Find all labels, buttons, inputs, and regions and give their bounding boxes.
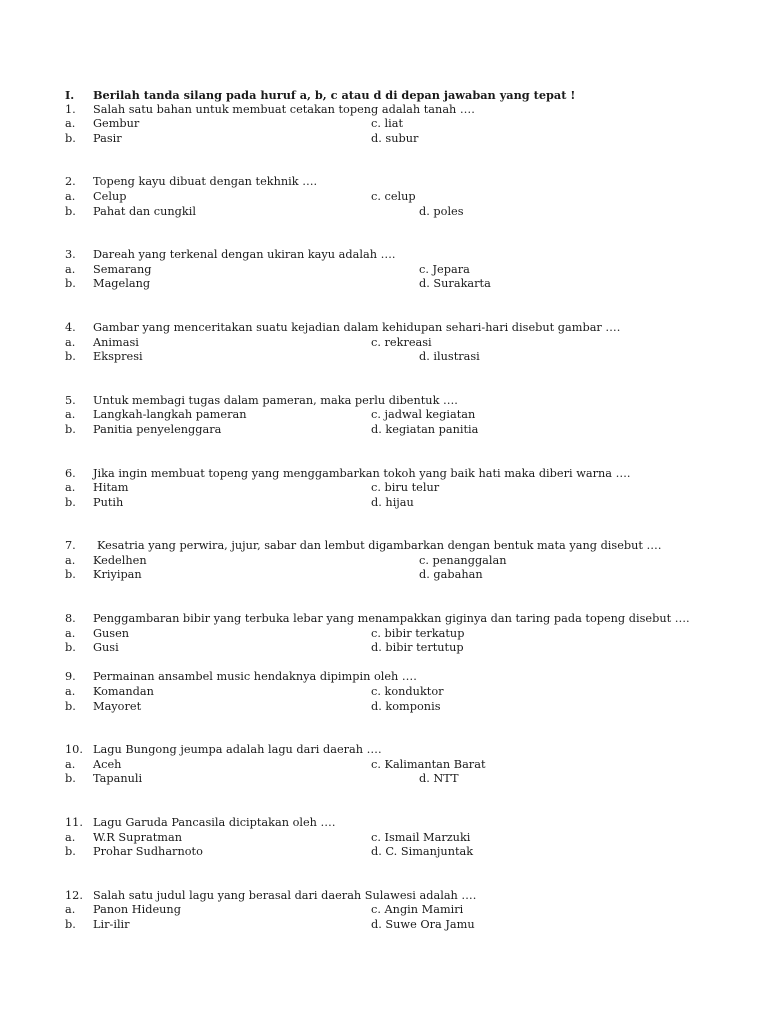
question-number: 11. — [65, 816, 83, 829]
option-label-b[interactable]: b. — [65, 917, 76, 931]
option-b[interactable]: Kriyipan — [93, 568, 142, 582]
question-text: Salah satu judul lagu yang berasal dari daerah Sulawesi adalah …. — [93, 888, 477, 902]
question-line — [0, 467, 768, 482]
question-text: Dareah yang terkenal dengan ukiran kayu adalah …. — [93, 248, 396, 262]
question-number: 6. — [65, 466, 76, 480]
question-text: Jika ingin membuat topeng yang menggambarkan tokoh yang baik hati maka diberi warna …. — [93, 466, 631, 480]
option-label-b[interactable]: b. — [65, 350, 76, 364]
option-row-a — [0, 263, 768, 278]
option-b[interactable]: Lir-ilir — [93, 917, 130, 931]
question-text: Permainan ansambel music hendaknya dipimpin oleh …. — [93, 670, 417, 684]
option-row-b — [0, 277, 768, 292]
option-a[interactable]: Semarang — [93, 262, 152, 276]
option-c[interactable]: c. biru telur — [371, 481, 440, 495]
question-number: 1. — [65, 102, 76, 116]
spacer — [0, 860, 768, 889]
option-label-a[interactable]: a. — [65, 830, 76, 844]
question-block — [0, 670, 768, 743]
question-text: Lagu Garuda Pancasila diciptakan oleh …. — [93, 816, 336, 829]
option-c[interactable]: c. penanggalan — [419, 553, 507, 567]
question-line — [0, 816, 768, 831]
question-number: 8. — [65, 612, 76, 626]
option-d[interactable]: d. ilustrasi — [419, 350, 480, 364]
question-block — [0, 467, 768, 540]
question-number: 4. — [65, 320, 76, 334]
option-label-a[interactable]: a. — [65, 553, 76, 567]
spacer — [0, 714, 768, 743]
spacer — [0, 219, 768, 248]
question-number: 9. — [65, 670, 76, 684]
option-d[interactable]: d. kegiatan panitia — [371, 422, 479, 436]
spacer — [0, 656, 768, 671]
option-b[interactable]: Mayoret — [93, 699, 142, 713]
spacer — [0, 146, 768, 175]
question-number: 3. — [65, 248, 76, 262]
option-label-b[interactable]: b. — [65, 131, 76, 145]
spacer — [0, 787, 768, 816]
option-label-b[interactable]: b. — [65, 641, 76, 655]
question-block — [0, 394, 768, 467]
option-label-a[interactable]: a. — [65, 335, 76, 349]
option-b[interactable]: Pasir — [93, 131, 122, 145]
option-label-b[interactable]: b. — [65, 277, 76, 291]
question-block — [0, 175, 768, 248]
question-text: Lagu Bungong jeumpa adalah lagu dari daerah …. — [93, 743, 382, 757]
option-row-b — [0, 641, 768, 656]
option-b[interactable]: Prohar Sudharnoto — [93, 845, 203, 859]
option-a[interactable]: Celup — [93, 189, 127, 203]
option-a[interactable]: Kedelhen — [93, 553, 147, 567]
question-number: 7. — [65, 539, 76, 553]
question-block — [0, 321, 768, 394]
option-row-b — [0, 700, 768, 715]
spacer — [0, 583, 768, 612]
option-label-a[interactable]: a. — [65, 626, 76, 640]
question-line — [0, 612, 768, 627]
option-label-b[interactable]: b. — [65, 204, 76, 218]
option-d[interactable]: d. NTT — [419, 772, 459, 786]
option-row-a — [0, 758, 768, 773]
option-row-a — [0, 554, 768, 569]
option-b[interactable]: Tapanuli — [93, 772, 143, 786]
option-row-a — [0, 190, 768, 205]
question-text: Kesatria yang perwira, jujur, sabar dan lembut digambarkan dengan bentuk mata yang disebut …. — [97, 539, 662, 553]
option-c[interactable]: c. konduktor — [371, 685, 444, 699]
section-numeral: I. — [65, 88, 75, 102]
option-row-a — [0, 481, 768, 496]
option-b[interactable]: Magelang — [93, 277, 151, 291]
question-text: Salah satu bahan untuk membuat cetakan topeng adalah tanah …. — [93, 102, 475, 116]
question-number: 10. — [65, 743, 83, 757]
question-line — [0, 743, 768, 758]
option-d[interactable]: d. Suwe Ora Jamu — [371, 917, 475, 931]
option-label-b[interactable]: b. — [65, 772, 76, 786]
spacer — [0, 292, 768, 321]
question-line — [0, 394, 768, 409]
question-block — [0, 539, 768, 612]
option-label-a[interactable]: a. — [65, 117, 76, 131]
option-label-a[interactable]: a. — [65, 903, 76, 917]
option-label-b[interactable]: b. — [65, 568, 76, 582]
option-row-b — [0, 772, 768, 787]
option-a[interactable]: Panon Hideung — [93, 903, 181, 917]
question-line — [0, 321, 768, 336]
question-text: Untuk membagi tugas dalam pameran, maka perlu dibentuk …. — [93, 393, 458, 407]
option-a[interactable]: Hitam — [93, 481, 129, 495]
question-line — [0, 539, 768, 554]
question-number: 5. — [65, 393, 76, 407]
option-a[interactable]: Animasi — [93, 335, 139, 349]
option-c[interactable]: c. Kalimantan Barat — [371, 757, 486, 771]
option-c[interactable]: c. Jepara — [419, 262, 470, 276]
option-c[interactable]: c. liat — [371, 117, 404, 131]
question-text: Gambar yang menceritakan suatu kejadian dalam kehidupan sehari-hari disebut gambar …. — [93, 320, 621, 334]
question-block — [0, 889, 768, 933]
option-label-a[interactable]: a. — [65, 685, 76, 699]
question-text: Topeng kayu dibuat dengan tekhnik …. — [93, 175, 318, 189]
question-block — [0, 612, 768, 670]
question-line — [0, 103, 768, 118]
option-d[interactable]: d. komponis — [371, 699, 441, 713]
option-a[interactable]: Gusen — [93, 626, 130, 640]
question-block — [0, 816, 768, 889]
spacer — [0, 365, 768, 394]
option-d[interactable]: d. subur — [371, 131, 419, 145]
option-row-b — [0, 496, 768, 511]
option-row-a — [0, 408, 768, 423]
option-c[interactable]: c. jadwal kegiatan — [371, 408, 476, 422]
option-label-a[interactable]: a. — [65, 408, 76, 422]
option-d[interactable]: d. gabahan — [419, 568, 483, 582]
option-d[interactable]: d. C. Simanjuntak — [371, 845, 474, 859]
option-c[interactable]: c. Ismail Marzuki — [371, 830, 471, 844]
question-line — [0, 175, 768, 190]
option-c[interactable]: c. celup — [371, 189, 416, 203]
option-row-a — [0, 685, 768, 700]
option-b[interactable]: Pahat dan cungkil — [93, 204, 196, 218]
option-b[interactable]: Panitia penyelenggara — [93, 422, 222, 436]
question-text: Penggambaran bibir yang terbuka lebar yang menampakkan giginya dan taring pada topeng disebut …. — [93, 612, 690, 626]
option-b[interactable]: Gusi — [93, 641, 119, 655]
option-label-a[interactable]: a. — [65, 481, 76, 495]
option-c[interactable]: c. bibir terkatup — [371, 626, 465, 640]
question-number: 2. — [65, 175, 76, 189]
question-line — [0, 889, 768, 904]
option-row-a — [0, 117, 768, 132]
option-a[interactable]: Gembur — [93, 117, 140, 131]
instruction-line — [0, 88, 768, 103]
option-label-a[interactable]: a. — [65, 189, 76, 203]
spacer — [0, 438, 768, 467]
option-c[interactable]: c. rekreasi — [371, 335, 432, 349]
option-label-b[interactable]: b. — [65, 422, 76, 436]
option-row-b — [0, 132, 768, 147]
question-line — [0, 248, 768, 263]
question-number: 12. — [65, 888, 83, 902]
question-list — [0, 103, 768, 933]
question-block — [0, 248, 768, 321]
option-row-b — [0, 845, 768, 860]
option-row-a — [0, 903, 768, 918]
option-d[interactable]: d. hijau — [371, 495, 414, 509]
option-a[interactable]: Langkah-langkah pameran — [93, 408, 247, 422]
option-a[interactable]: W.R Supratman — [93, 830, 182, 844]
option-a[interactable]: Komandan — [93, 685, 154, 699]
option-c[interactable]: c. Angin Mamiri — [371, 903, 464, 917]
spacer — [0, 510, 768, 539]
question-block — [0, 743, 768, 816]
option-d[interactable]: d. Surakarta — [419, 277, 491, 291]
question-line — [0, 670, 768, 685]
option-row-a — [0, 831, 768, 846]
option-d[interactable]: d. poles — [419, 204, 464, 218]
option-b[interactable]: Putih — [93, 495, 124, 509]
option-row-b — [0, 205, 768, 220]
option-label-a[interactable]: a. — [65, 757, 76, 771]
option-row-b — [0, 918, 768, 933]
option-b[interactable]: Ekspresi — [93, 350, 143, 364]
option-label-b[interactable]: b. — [65, 845, 76, 859]
option-row-a — [0, 336, 768, 351]
option-label-b[interactable]: b. — [65, 495, 76, 509]
option-d[interactable]: d. bibir tertutup — [371, 641, 464, 655]
option-row-b — [0, 423, 768, 438]
option-row-b — [0, 350, 768, 365]
question-block — [0, 103, 768, 176]
option-a[interactable]: Aceh — [93, 757, 122, 771]
option-row-a — [0, 627, 768, 642]
option-row-b — [0, 568, 768, 583]
instruction-text: Berilah tanda silang pada huruf a, b, c atau d di depan jawaban yang tepat ! — [93, 88, 576, 102]
option-label-b[interactable]: b. — [65, 699, 76, 713]
option-label-a[interactable]: a. — [65, 262, 76, 276]
